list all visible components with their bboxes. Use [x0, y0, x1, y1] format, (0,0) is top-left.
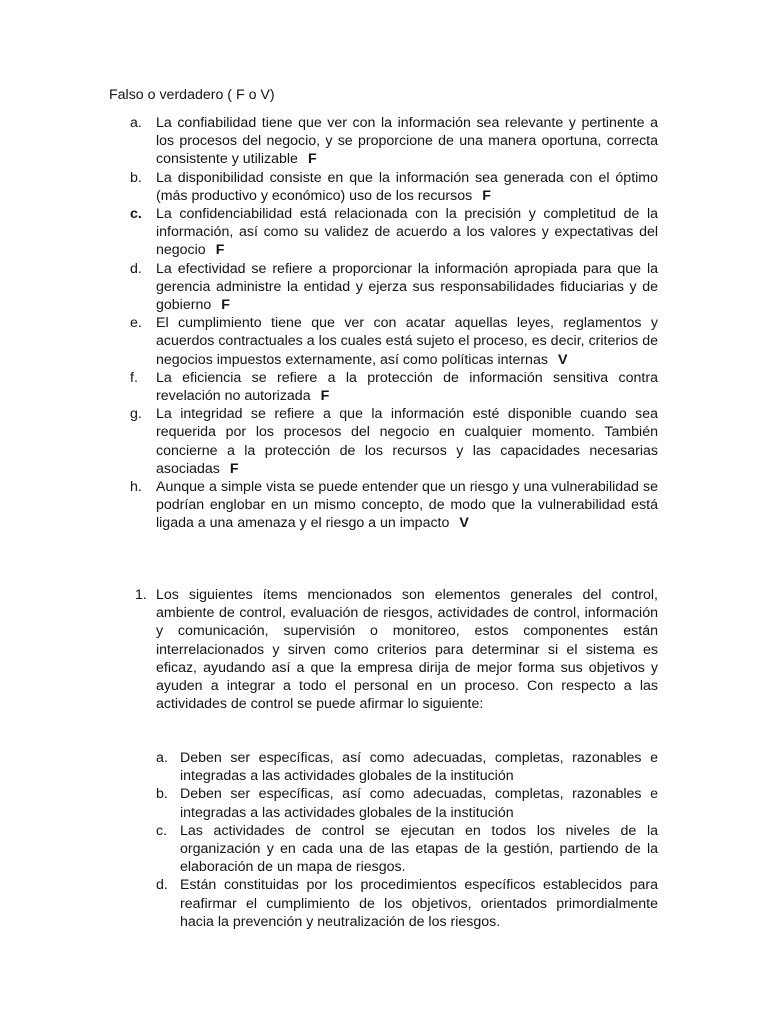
- item-marker: d.: [130, 260, 142, 277]
- item-marker: a.: [130, 115, 142, 131]
- list-item: [109, 169, 658, 205]
- item-text: La efectividad se refiere a proporcionar la información apropiada para que la gerencia administre la entidad y ejerza sus responsabilidades fiduciarias y de gobierno: [156, 260, 658, 314]
- list-item: [109, 114, 658, 169]
- list-item: [109, 314, 658, 369]
- answer-label: F: [307, 151, 317, 168]
- true-false-list: [109, 114, 658, 533]
- item-text: Aunque a simple vista se puede entender que un riesgo y una vulnerabilidad se podrían englobar en un mismo concepto, de modo que la vulnerabilidad está ligada a una amenaza y el riesgo a un impacto: [156, 479, 658, 532]
- answer-label: V: [557, 351, 568, 368]
- question-list: [109, 586, 658, 713]
- answer-label: F: [221, 297, 230, 314]
- option-marker: c.: [156, 822, 168, 839]
- option-item: [109, 876, 658, 931]
- list-item: [109, 369, 658, 405]
- option-item: [109, 785, 658, 821]
- answer-label: F: [229, 460, 239, 477]
- item-marker: g.: [130, 406, 142, 423]
- question-number: 1.: [135, 587, 147, 603]
- answer-label: F: [215, 242, 225, 259]
- answer-label: V: [459, 515, 469, 532]
- list-item: [109, 478, 658, 533]
- list-item: [109, 405, 658, 478]
- list-item: [109, 205, 658, 260]
- item-marker: e.: [130, 315, 142, 332]
- item-text: La disponibilidad consiste en que la información sea generada con el óptimo (más productivo y económico) uso de los recursos: [156, 169, 658, 204]
- item-text: La confidenciabilidad está relacionada con la precisión y completitud de la información, así como su validez de acuerdo a los valores y expectativas del negocio: [156, 206, 658, 259]
- option-text: Las actividades de control se ejecutan en todos los niveles de la organización y en cada una de las etapas de la gestión, partiendo de la elaboración de un mapa de riesgos.: [180, 822, 658, 876]
- item-text: La eficiencia se refiere a la protección de información sensitiva contra revelación no autorizada: [156, 369, 658, 405]
- option-item: [109, 822, 658, 877]
- question-text: Los siguientes ítems mencionados son elementos generales del control, ambiente de control, evaluación de riesgos, actividades de control, información y comunicación, supervisión o monitoreo, estos componentes están interrelacionados y sirven como criterios para determinar si el sistema es eficaz, ayudando así a que la empresa dirija de mejor forma sus objetivos y ayuden a integrar a todo el personal en un proceso. Con respecto a las actividades de control se puede afirmar lo siguiente:: [156, 587, 658, 713]
- option-text: Deben ser específicas, así como adecuadas, completas, razonables e integradas a las actividades globales de la institución: [180, 750, 658, 785]
- option-marker: d.: [156, 877, 168, 894]
- list-item: [109, 260, 658, 315]
- item-text: El cumplimiento tiene que ver con acatar aquellas leyes, reglamentos y acuerdos contractuales a los cuales está sujeto el proceso, es decir, criterios de negocios impuestos externamente, así como políticas internas: [156, 315, 658, 368]
- option-item: [109, 749, 658, 785]
- item-marker: h.: [130, 479, 142, 496]
- item-marker: f.: [130, 369, 138, 386]
- option-marker: b.: [156, 786, 168, 803]
- item-text: La integridad se refiere a que la información esté disponible cuando sea requerida por los procesos del negocio en cualquier momento. También concierne a la protección de los recursos y las capacidades necesarias asociadas: [156, 406, 658, 477]
- question-item: [109, 586, 658, 713]
- option-marker: a.: [156, 750, 168, 766]
- section-heading: Falso o verdadero ( F o V): [109, 87, 275, 103]
- item-marker: c.: [130, 206, 142, 223]
- option-text: Están constituidas por los procedimientos específicos establecidos para reafirmar el cumplimiento de los objetivos, orientados primordialmente hacia la prevención y neutralización de los riesgos.: [180, 877, 658, 930]
- options-list: [109, 749, 658, 931]
- answer-label: F: [482, 187, 491, 204]
- answer-label: F: [320, 388, 330, 405]
- item-text: La confiabilidad tiene que ver con la información sea relevante y pertinente a los procesos del negocio, y se proporcione de una manera oportuna, correcta consistente y utilizable: [156, 115, 658, 168]
- option-text: Deben ser específicas, así como adecuadas, completas, razonables e integradas a las actividades globales de la institución: [180, 786, 658, 821]
- item-marker: b.: [130, 169, 142, 186]
